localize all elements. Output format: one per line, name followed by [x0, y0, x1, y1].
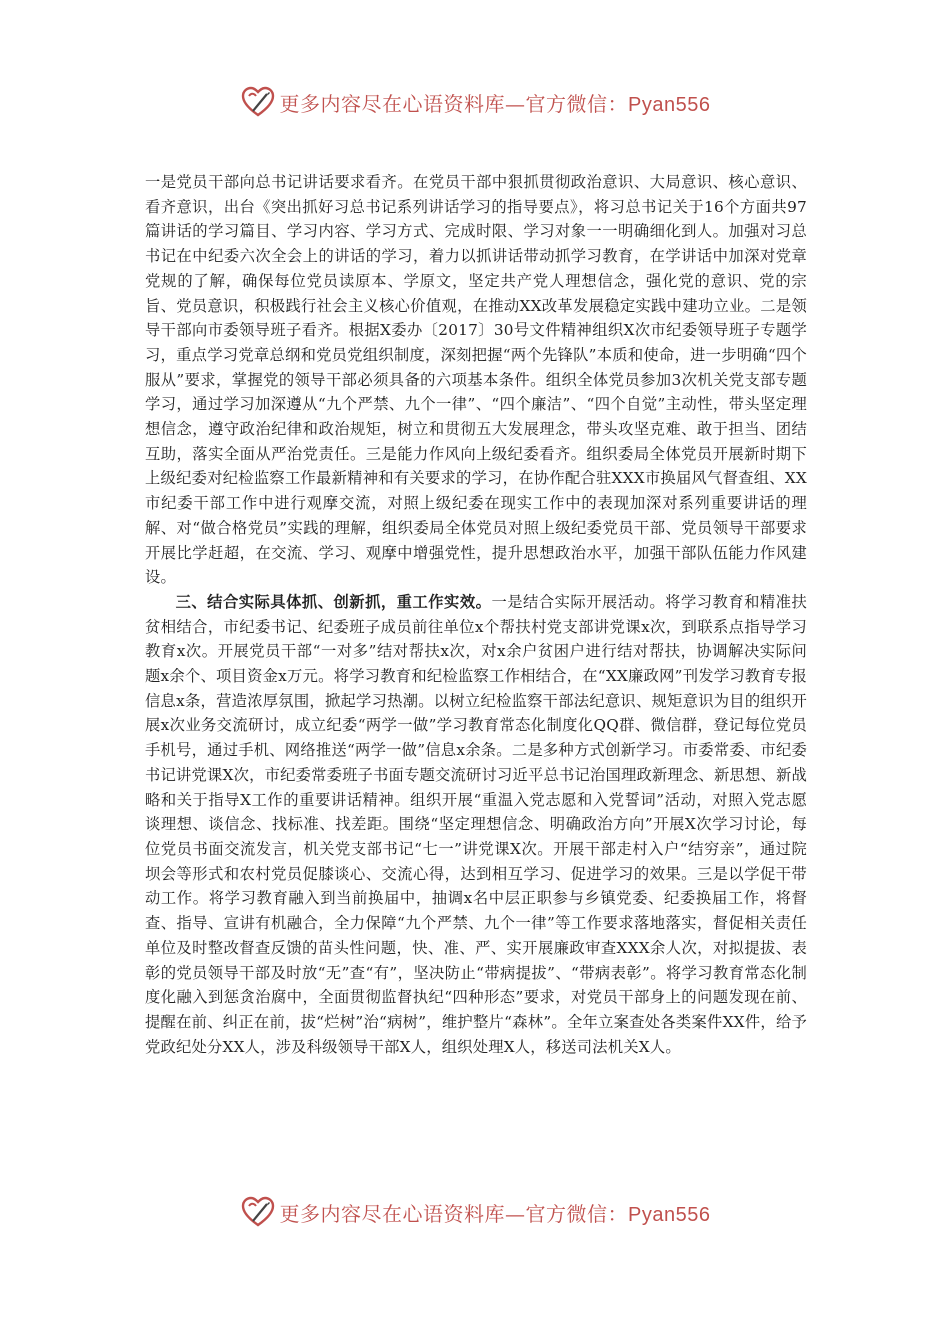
paragraph-2-body: 一是结合实际开展活动。将学习教育和精准扶贫相结合，市纪委书记、纪委班子成员前往单位x个帮扶村党支部讲党课x次，到联系点指导学习教育x次。开展党员干部“一对多”结对帮扶x次，对x余户贫困户进行结对帮扶，协调解决实际问题x余个、项目资金x万元。将学习教育和纪检监察工作相结合，在“XX廉政网”刊发学习教育专报信息x条，营造浓厚氛围，掀起学习热潮。以树立纪检监察干部法纪意识、规矩意识为目的组织开展x次业务交流研讨，成立纪委“两学一做”学习教育常态化制度化QQ群、微信群，登记每位党员手机号，通过手机、网络推送“两学一做”信息x余条。二是多种方式创新学习。市委常委、市纪委书记讲党课X次，市纪委常委班子书面专题交流研讨习近平总书记治国理政新理念、新思想、新战略和关于指导X工作的重要讲话精神。组织开展“重温入党志愿和入党誓词”活动，对照入党志愿谈理想、谈信念、找标准、找差距。围绕“坚定理想信念、明确政治方向”开展X次学习讨论，每位党员书面交流发言，机关党支部书记“七一”讲党课X次。开展干部走村入户“结穷亲”，通过院坝会等形式和农村党员促膝谈心、交流心得，达到相互学习、促进学习的效果。三是以学促干带动工作。将学习教育融入到当前换届中，抽调x名中层正职参与乡镇党委、纪委换届工作，将督查、指导、宣讲有机融合，全力保障“九个严禁、九个一律”等工作要求落地落实，督促相关责任单位及时整改督查反馈的苗头性问题，快、准、严、实开展廉政审查XXX余人次，对拟提拔、表彰的党员领导干部及时放“无”查“有”，坚决防止“带病提拔”、“带病表彰”。将学习教育常态化制度化融入到惩贪治腐中，全面贯彻监督执纪“四种形态”要求，对党员干部身上的问题发现在前、提醒在前、纠正在前，拔“烂树”治“病树”，维护整片“森林”。全年立案查处各类案件XX件，给予党政纪处分XX人，涉及科级领导干部X人，组织处理X人，移送司法机关X人。 [145, 592, 807, 1056]
section-heading: 三、结合实际具体抓、创新抓，重工作实效。 [175, 592, 492, 611]
banner-text [280, 88, 711, 117]
footer-banner-text [280, 1198, 711, 1227]
paragraph-2 [145, 590, 807, 1059]
banner-label: 更多内容尽在心语资料库—官方微信： [279, 91, 629, 116]
heart-pen-logo-icon [240, 1194, 276, 1230]
paragraph-1: 一是党员干部向总书记讲话要求看齐。在党员干部中狠抓贯彻政治意识、大局意识、核心意识、看齐意识，出台《突出抓好习总书记系列讲话学习的指导要点》，将习总书记关于16个方面共97篇讲话的学习篇目、学习内容、学习方式、完成时限、学习对象一一明确细化到人。加强对习总书记在中纪委六次全会上的讲话的学习，着力以抓讲话带动抓学习教育，在学讲话中加深对党章党规的了解，确保每位党员读原本、学原文，坚定共产党人理想信念，强化党的意识、党的宗旨、党员意识，积极践行社会主义核心价值观，在推动XX改革发展稳定实践中建功立业。二是领导干部向市委领导班子看齐。根据X委办〔2017〕30号文件精神组织X次市纪委领导班子专题学习，重点学习党章总纲和党员党组织制度，深刻把握“两个先锋队”本质和使命，进一步明确“四个服从”要求，掌握党的领导干部必须具备的六项基本条件。组织全体党员参加3次机关党支部专题学习，通过学习加深遵从“九个严禁、九个一律”、“四个廉洁”、“四个自觉”主动性，带头坚定理想信念，遵守政治纪律和政治规矩，树立和贯彻五大发展理念，带头攻坚克难、敢于担当、团结互助，落实全面从严治党责任。三是能力作风向上级纪委看齐。组织委局全体党员开展新时期下上级纪委对纪检监察工作最新精神和有关要求的学习，在协作配合驻XXX市换届风气督查组、XX市纪委干部工作中进行观摩交流，对照上级纪委在现实工作中的表现加深对系列重要讲话的理解、对“做合格党员”实践的理解，组织委局全体党员对照上级纪委党员干部、党员领导干部要求开展比学赶超，在交流、学习、观摩中增强党性，提升思想政治水平，加强干部队伍能力作风建设。 [145, 173, 807, 587]
document-body [145, 170, 807, 1059]
footer-wechat-id: Pyan556 [628, 1203, 711, 1226]
heart-pen-logo-icon [240, 84, 276, 120]
footer-banner-label: 更多内容尽在心语资料库—官方微信： [279, 1201, 629, 1226]
footer-banner [0, 1190, 950, 1234]
header-banner [0, 80, 950, 124]
wechat-id: Pyan556 [628, 93, 711, 116]
